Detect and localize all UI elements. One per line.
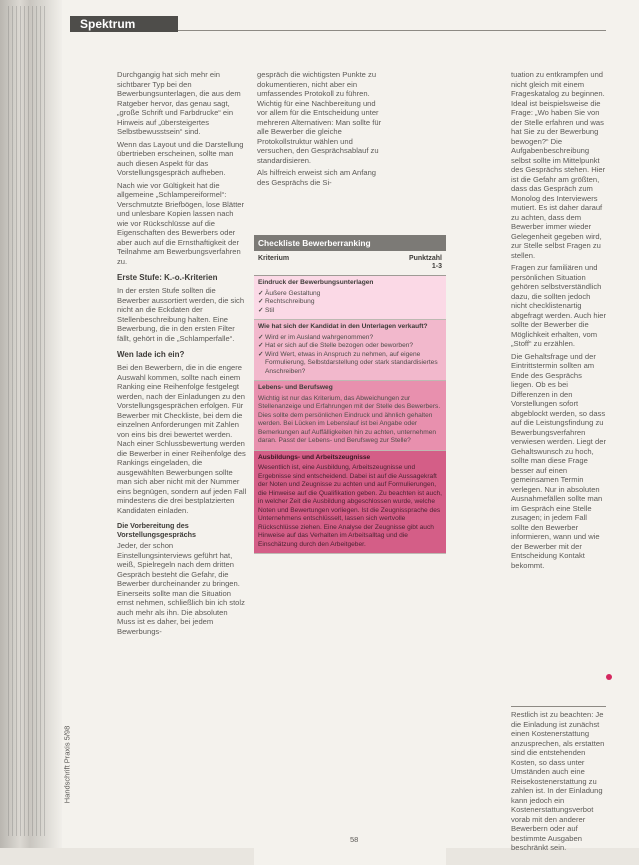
journal-sidebar [62,690,106,840]
paragraph: Fragen zur familiären und persönlichen Situation gehören selbstverständlich dazu, die sollten jedoch nicht checklistenartig abgefragt werden. Auch hier sollte der Bewerber die Möglichkeit erhalten, vom „Stoff“ zu erzählen. [511,263,606,348]
paragraph: Restlich ist zu beachten: Je die Einladung ist zunächst einen Kostenerstattung anzusprechen, als erstatten sind die entstehenden Kosten, so dass unter Umständen auch eine Reisekostenerstattung zu zahlen ist. In der Einladung kann jedoch ein Kostenerstattungsverbot vorab mit den anderer Bewerbern oder auf bestimmte Ausgaben beschränkt sein. [511,710,605,852]
section-header [70,16,178,32]
section-title: Eindruck der Bewerbungsunterlagen [258,279,374,286]
checklist-item [258,342,442,351]
paragraph: In der ersten Stufe sollten die Bewerber aussortiert werden, die sich nicht an die Eckdaten der Stellenbeschreibung halten. Eine Bewerbung, die in den ersten Filter fällt, gehört in die „Schlamperfalle“. [117,286,245,343]
page-number: 58 [350,835,359,844]
check-icon: ✓ [258,289,264,297]
paragraph: Die Gehaltsfrage und der Eintrittstermin sollten am Ende des Gesprächs liegen. Ob es bei Differenzen in den Vorstellungen sofort abgeblockt werden, so dass auf die Leistungsfindung zu Bewerbungsverfahren verwiesen werden. Liegt der Gehaltswunsch zu hoch, sollte man diese Frage besser auf einen gemeinsamen Termin verlegen. Nur in absoluten Ausnahmefällen sollte man im Gespräch eine Stelle zusagen; in jedem Fall sollte den Bewerber informieren, wann und wie der Bewerber mit der Entscheidung Kontakt bekommt. [511,351,606,570]
column-3-bottom [511,710,606,856]
checklist-header-row [254,251,446,276]
paragraph: tuation zu entkrampfen und nicht gleich mit einem Frageskatalog zu beginnen. Ideal ist beispielsweise die Frage: „Wo haben Sie von der Stelle erfahren und was hat Sie zu der Bewerbung bewogen?“ Die Aufgabenbeschreibung selbst sollte im Mittelpunkt des Gesprächs stehen. Hier ist die Gefahr am größten, dass das Gespräch zum Monolog des Interviewers mutiert. Es ist daher darauf zu achten, dass dem Bewerber immer wieder Gelegenheit gegeben wird, zur Stelle selbst Fragen zu stellen. [511,70,606,260]
section-title: Wie hat sich der Kandidat in den Unterlagen verkauft? [258,323,428,330]
section-text: Wesentlich ist, eine Ausbildung, Arbeitszeugnisse und Ergebnisse sind entscheidend. Dabei ist auf die Aussagekraft der Noten und Zeugnisse zu achten und auf Formulierungen, die Hinweise auf die Qualifikation geben. Zu beachten ist auch, in welcher Zeit die Ausbildung abgeschlossen wurde, welche Noten und Bewertungen vorliegen. Ist die Zeugnissprache des Unternehmens entschlüsselt, lassen sich wertvolle Rückschlüsse ziehen. Eine Analyse der Zeugnisse gibt auch Hinweise auf das Verhalten im Arbeitsalltag und die Einschätzung durch den Arbeitgeber. [258,464,443,548]
subheading: Die Vorbereitung des Vorstellungsgesprächs [117,521,196,539]
paragraph: Nach wie vor Gültigkeit hat die allgemeine „Schlampereiformel“: Verschmutzte Briefbögen, lose Blätter und unlesbare Kopien lassen nach wie vor Rückschlüsse auf die Eigenschaften des Bewerbers oder aber auch auf die Ernsthaftigkeit der Teilnahme am Bewerbungsverfahren zu. [117,180,245,266]
paragraph: Jeder, der schon Einstellungsinterviews geführt hat, weiß, Spielregeln nach dem dritten Gespräch besteht die Gefahr, die Bewerber durcheinander zu bringen. Einerseits sollte man die Situation ernst nehmen, schließlich bin ich stolz auch mehr als ihn. Die absoluten Muss ist es daher, bei jedem Bewerbungs- [117,541,245,636]
paragraph: Als hilfreich erweist sich am Anfang des Gesprächs die Si- [257,168,377,187]
section-title: Ausbildungs- und Arbeitszeugnisse [258,453,371,461]
criteria-label: Kriterium [258,255,290,262]
column-rule [511,706,606,707]
section-text: Wichtig ist nur das Kriterium, das Abweichungen zur Stellenanzeige und Erfahrungen mit der Stelle des Bewerbers. Dies sollte dem persönlichen Eindruck und ähnlich gehalten werden. Bei Lücken im Lebenslauf ist bei Angabe oder Bemerkungen auf Auffälligkeiten hin zu achten, unternehmen daran. Passt der Lebens- und Berufsweg zur Stelle? [258,394,441,444]
checklist-item [258,298,442,307]
check-icon: ✓ [258,298,264,305]
column-3 [511,70,606,573]
item-label: Wird Wert, etwas in Anspruch zu nehmen, auf eigene Formulierung, Selbstdarstellung oder stark standardisiertes Anschreiben? [265,350,438,375]
paragraph: Durchgangig hat sich mehr ein sichtbarer Typ bei den Bewerbungsunterlagen, die aus dem Ratgeber hervor, das genau sagt, „große Schrift und Farbdrucke“ ein Hinweis auf „übersteigertes Selbstbewusstsein“ sind. [117,70,241,136]
column-1 [117,70,247,639]
checklist-item [258,351,442,377]
check-icon: ✓ [258,342,264,349]
header-rule [178,30,606,31]
item-label: Stil [265,306,275,314]
item-label: Wird er im Ausland wahrgenommen? [265,333,374,341]
checklist-section [254,451,446,555]
paragraph: gespräch die wichtigsten Punkte zu dokumentieren, nicht aber ein umfassendes Protokoll zu führen. Wichtig für eine Nachbereitung und vor allem für die Entscheidung unter mehreren Alternativen: Man sollte für alle Bewerber die gleiche Protokollstruktur wählen und versuchen, den Gesprächsablauf zu standardisieren. [257,70,382,165]
checklist-section [254,320,446,381]
check-icon: ✓ [258,306,264,314]
column-2 [257,70,387,190]
checklist-section [254,381,446,451]
paragraph: Bei den Bewerbern, die in die engere Auswahl kommen, sollte nach einem Ranking eine Reihenfolge festgelegt werden, nach der Einladungen zu den Vorstellungsgesprächen erfolgen. Für Bewerber mit Checkliste, bei dem die einzelnen Anforderungen mit Zahlen von eins bis drei bewertet werden. Nach einer Schlussbewertung werden die Bewerber in einer Reihenfolge des Rankings eingeladen, die ausgewählten Bewerbungen sollte man sich aber nicht mit der Nummer eins begnügen, sondern auf jeden Fall mindestens die drei bestplatzierten Kandidaten einladen. [117,363,247,515]
subheading: Wen lade ich ein? [117,350,185,359]
item-label: Rechtschreibung [265,298,315,305]
journal-name: Handschrift Praxis 5/98 [62,725,72,804]
checklist-section [254,276,446,320]
checklist-item [258,307,442,316]
item-label: Äußere Gestaltung [265,289,321,297]
book-page-stack [0,0,62,848]
checklist-item [258,334,442,343]
section-title: Spektrum [80,17,136,31]
subheading: Erste Stufe: K.-o.-Kriterien [117,273,218,282]
item-label: Hat er sich auf die Stelle bezogen oder beworben? [265,342,414,349]
section-title: Lebens- und Berufsweg [258,384,333,391]
checklist-item [258,290,442,299]
end-mark-icon [606,674,612,680]
page-stack-lines [8,6,48,836]
points-label: Punktzahl 1-3 [408,255,442,270]
check-icon: ✓ [258,350,264,358]
checklist-box [254,235,446,865]
paragraph: Wenn das Layout und die Darstellung übertrieben erscheinen, sollte man auch diesen Aspekt für das Vorstellungsgespräch aufheben. [117,139,244,177]
checklist-title: Checkliste Bewerberranking [254,235,446,251]
check-icon: ✓ [258,333,264,341]
